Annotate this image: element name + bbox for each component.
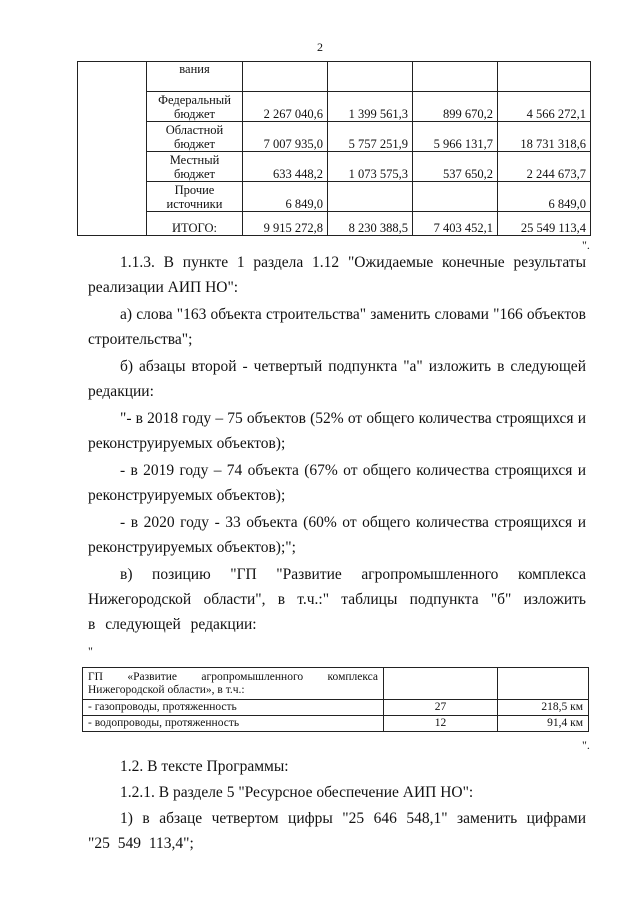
table-row: Прочие источники 6 849,0 6 849,0 — [78, 182, 591, 212]
open-quote: " — [88, 644, 93, 658]
paragraph-b: б) абзацы второй - четвертый подпункта "а" изложить в следующей редакции: — [88, 358, 586, 400]
page-number: 2 — [317, 40, 323, 54]
paragraph-1-1-3: 1.1.3. В пункте 1 раздела 1.12 "Ожидаемые конечные результаты реализации АИП НО": — [88, 254, 586, 296]
table-row: Областной бюджет 7 007 935,0 5 757 251,9 5 966 131,7 18 731 318,6 — [78, 122, 591, 152]
table-row-total: ИТОГО: 9 915 272,8 8 230 388,5 7 403 452,1 25 549 113,4 — [78, 212, 591, 236]
table-row: Местный бюджет 633 448,2 1 073 575,3 537 650,2 2 244 673,7 — [78, 152, 591, 182]
budget-table — [77, 61, 591, 236]
paragraph-2019: - в 2019 году – 74 объекта (67% от общего количества строящихся и реконструируемых объектов); — [88, 462, 586, 504]
table-row: - газопроводы, протяженность 27 218,5 км — [83, 700, 589, 716]
row-label-cont: вания — [147, 62, 243, 92]
agro-table — [82, 667, 589, 732]
paragraph-v: в) позицию "ГП "Развитие агропромышленного комплекса Нижегородской области", в т.ч.:" таблицы подпункта "б" изложить в следующей редакции: — [88, 566, 586, 633]
table-row: Федеральный бюджет 2 267 040,6 1 399 561,3 899 670,2 4 566 272,1 — [78, 92, 591, 122]
table2-closing-quote: ". — [582, 738, 590, 752]
section-1-2: 1.2. В тексте Программы: — [120, 758, 289, 775]
section-item-1: 1) в абзаце четвертом цифры "25 646 548,1" заменить цифрами "25 549 113,4"; — [88, 810, 586, 852]
table1-closing-quote: ". — [582, 238, 590, 252]
paragraph-2018: "- в 2018 году – 75 объектов (52% от общего количества строящихся и реконструируемых объектов); — [88, 410, 586, 452]
empty-left-column — [78, 62, 147, 236]
agro-header: ГП «Развитие агропромышленного комплекса Нижегородской области», в т.ч.: — [83, 668, 384, 700]
section-1-2-1: 1.2.1. В разделе 5 "Ресурсное обеспечение АИП НО": — [120, 784, 474, 801]
table-row: - водопроводы, протяженность 12 91,4 км — [83, 716, 589, 732]
paragraph-2020: - в 2020 году - 33 объекта (60% от общего количества строящихся и реконструируемых объектов);"; — [88, 514, 586, 556]
paragraph-a: а) слова "163 объекта строительства" заменить словами "166 объектов строительства"; — [88, 306, 586, 348]
